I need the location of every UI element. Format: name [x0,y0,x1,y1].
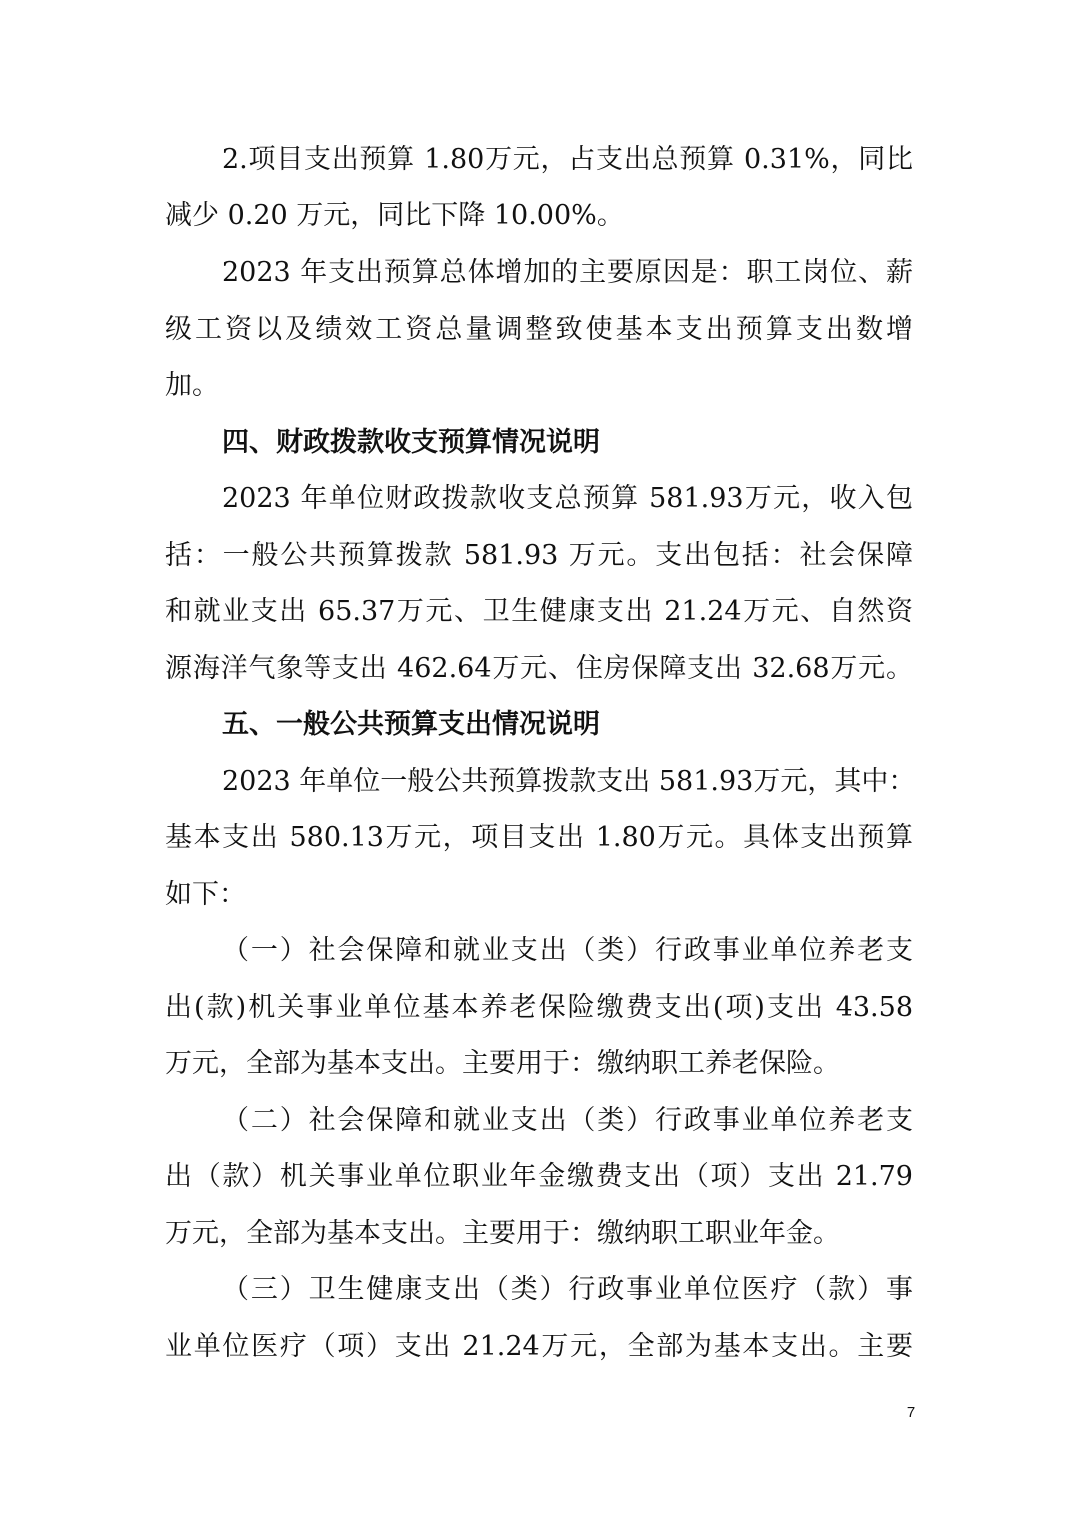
paragraph-line: 如下： [165,879,246,910]
paragraph-line: （一）社会保障和就业支出（类）行政事业单位养老支 [222,935,913,966]
paragraph-line: 2023 年单位财政拨款收支总预算 581.93万元，收入包 [222,483,913,514]
paragraph-line: 和就业支出 65.37万元、卫生健康支出 21.24万元、自然资 [165,596,913,627]
paragraph-line: 减少 0.20 万元，同比下降 10.00%。 [165,200,624,231]
paragraph-line: 级工资以及绩效工资总量调整致使基本支出预算支出数增 [165,314,913,345]
page-number: 7 [906,1404,916,1421]
paragraph-line: 出（款）机关事业单位职业年金缴费支出（项）支出 21.79 [165,1161,913,1192]
paragraph-line: 业单位医疗（项）支出 21.24万元，全部为基本支出。主要 [165,1331,913,1362]
section-heading: 四、财政拨款收支预算情况说明 [222,427,600,458]
paragraph-line: 加。 [165,370,219,401]
paragraph-line: 2023 年单位一般公共预算拨款支出 581.93万元，其中： [222,766,916,797]
section-heading: 五、一般公共预算支出情况说明 [222,709,600,740]
paragraph-line: （二）社会保障和就业支出（类）行政事业单位养老支 [222,1105,913,1136]
paragraph-line: 万元，全部为基本支出。主要用于：缴纳职工职业年金。 [165,1218,840,1249]
paragraph-line: 2023 年支出预算总体增加的主要原因是：职工岗位、薪 [222,257,913,288]
paragraph-line: 源海洋气象等支出 462.64万元、住房保障支出 32.68万元。 [165,653,913,684]
paragraph-line: 2.项目支出预算 1.80万元，占支出总预算 0.31%，同比 [222,144,913,175]
paragraph-line: （三）卫生健康支出（类）行政事业单位医疗（款）事 [222,1274,913,1305]
paragraph-line: 万元，全部为基本支出。主要用于：缴纳职工养老保险。 [165,1048,840,1079]
paragraph-line: 括：一般公共预算拨款 581.93 万元。支出包括：社会保障 [165,540,913,571]
paragraph-line: 基本支出 580.13万元，项目支出 1.80万元。具体支出预算 [165,822,913,853]
paragraph-line: 出(款)机关事业单位基本养老保险缴费支出(项)支出 43.58 [165,992,913,1023]
